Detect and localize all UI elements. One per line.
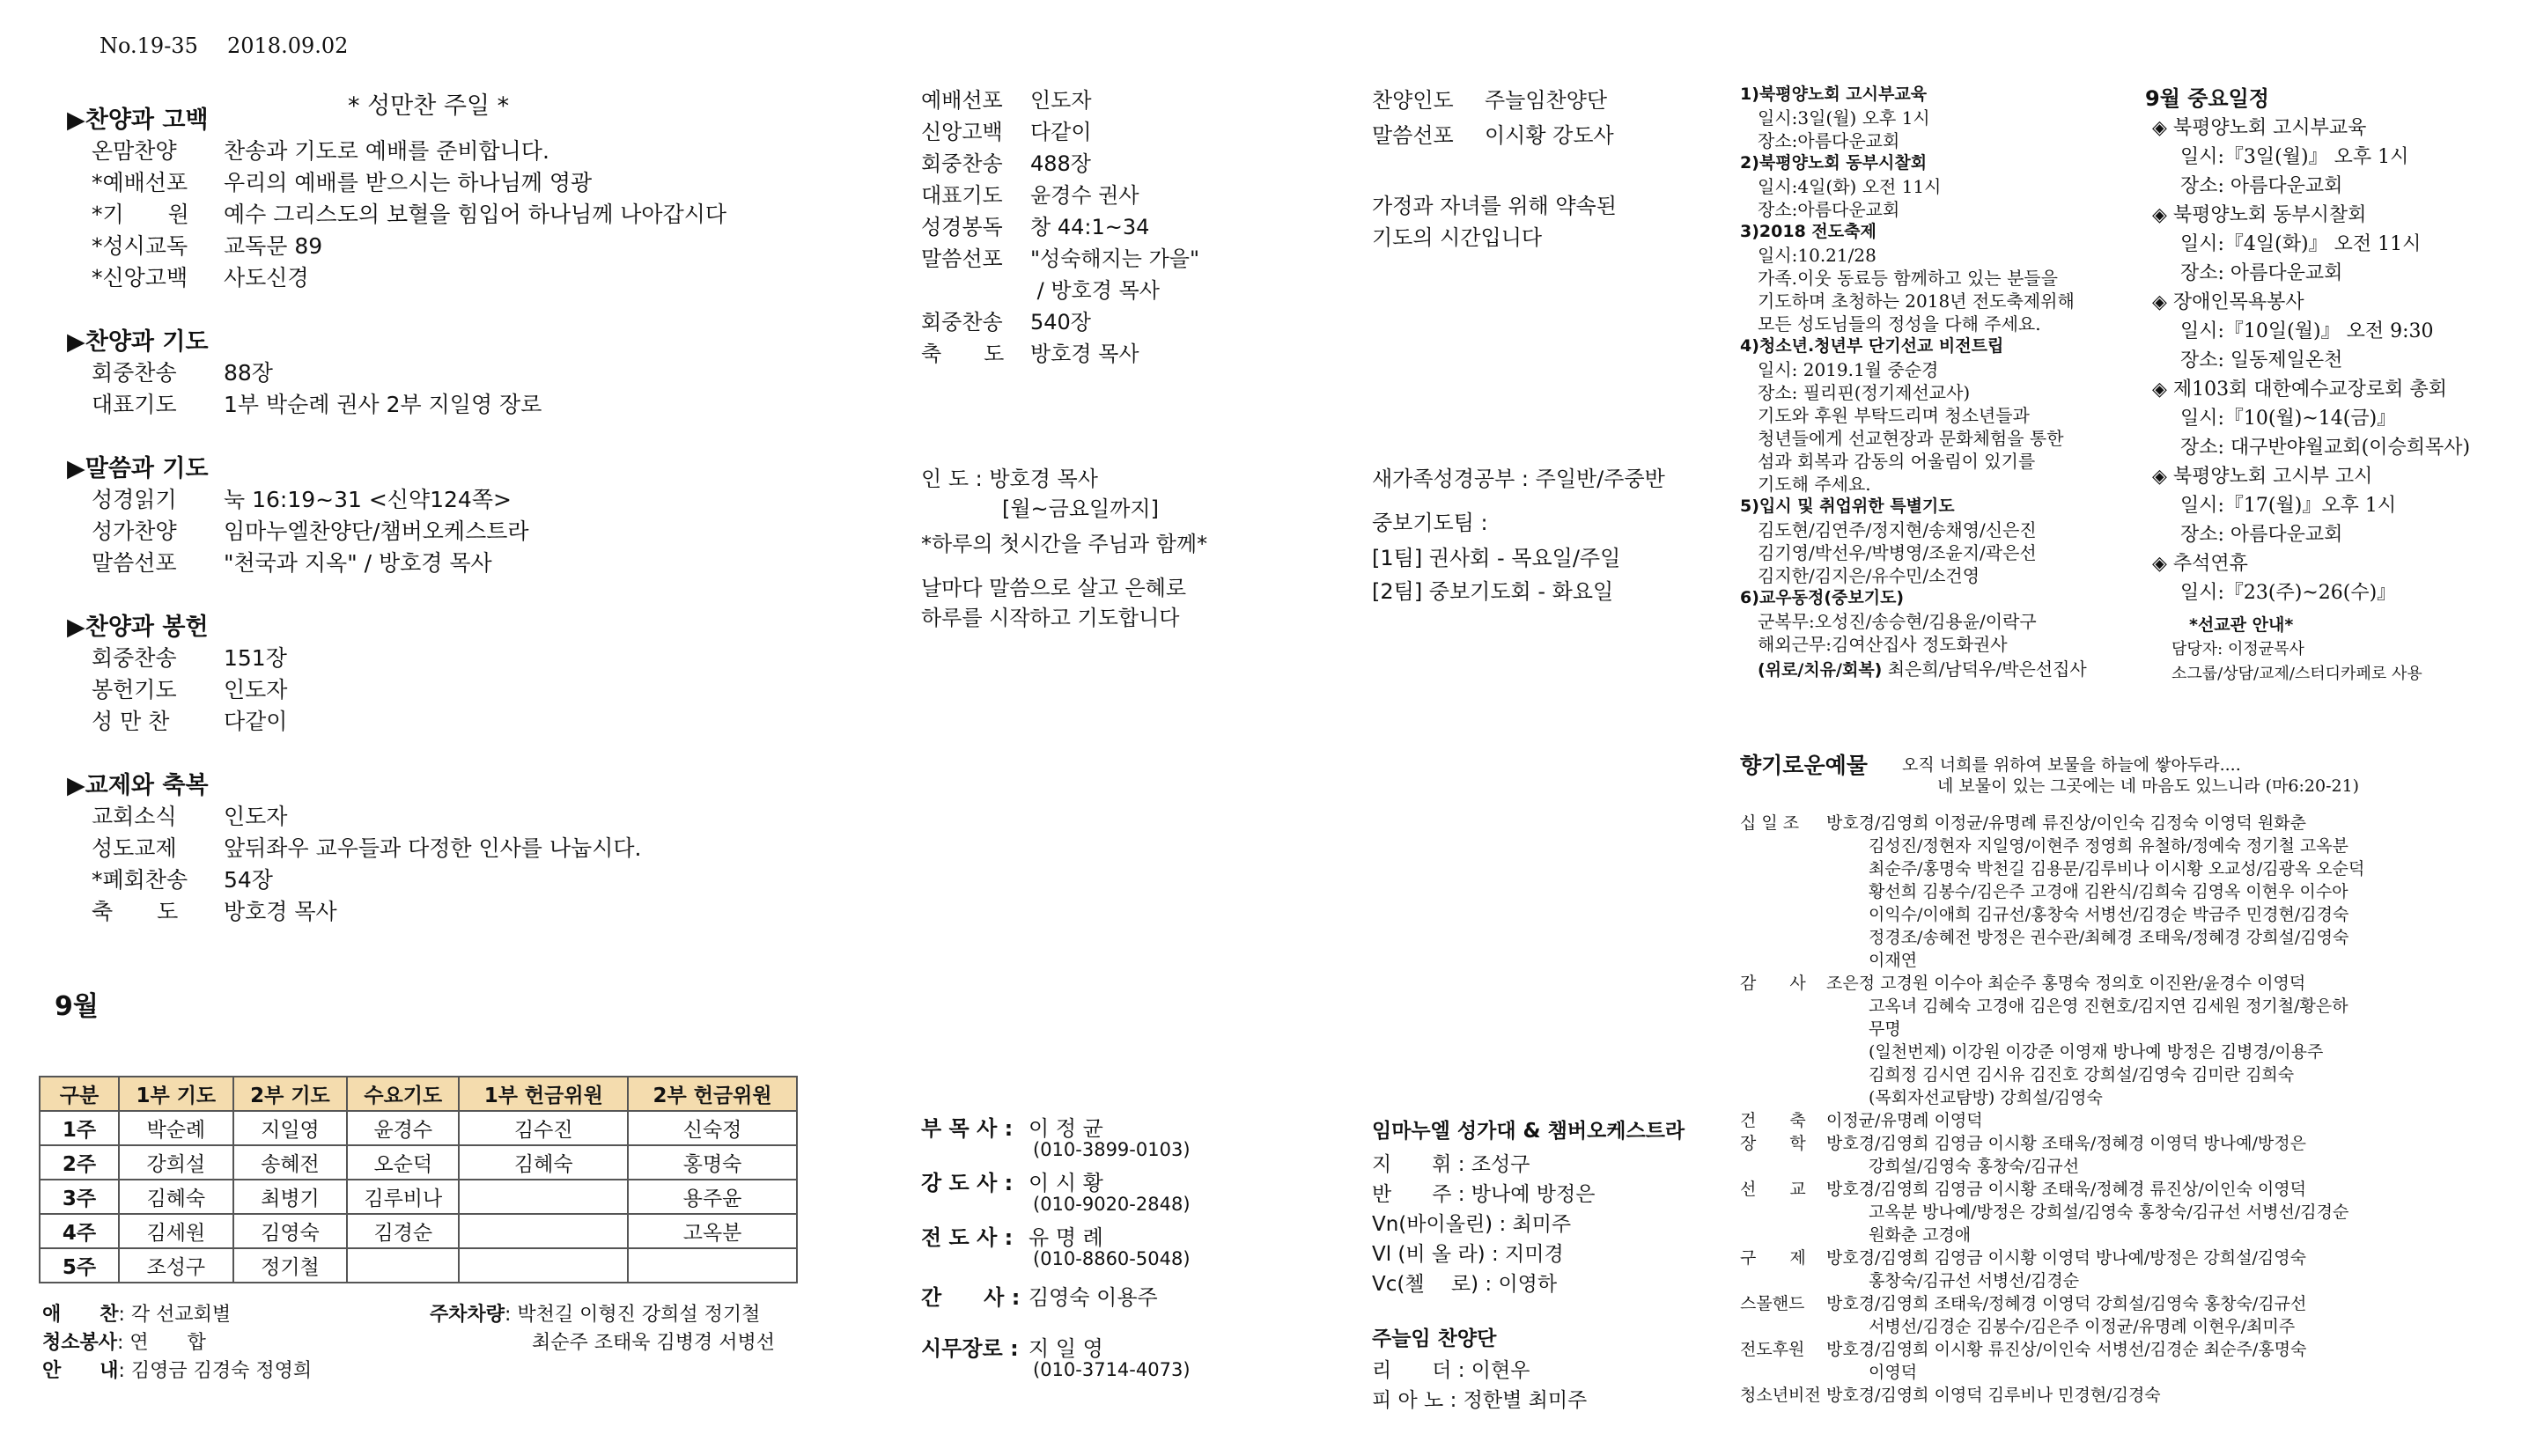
offering-names: 원화춘 고경애 [1869,1225,1972,1245]
offering-names: 김성진/정현자 지일영/이현주 정영희 유철하/정예숙 정기철 고옥분 [1869,836,2348,856]
guide-value: : 김영금 김경숙 정영희 [118,1360,313,1382]
news-prayer-names: 최은희/남덕우/박은선집사 [1882,658,2087,680]
offering-names: 최순주/홍명숙 박천길 김용문/김루비나 이시황 오교성/김광옥 오순덕 [1869,859,2365,879]
praise-sermon-label: 말씀선포 [1372,123,1454,148]
team-1: [1팀] 권사회 - 목요일/주일 [1372,546,1621,570]
dawn-prayer [921,461,1326,637]
news-line: 일시:3일(월) 오후 1시 [1758,107,1930,129]
schedule-detail: 일시:『23(주)~26(수)』 [2180,582,2397,604]
schedule-title: 9월 중요일정 [2145,86,2269,111]
table-cell: 박순례 [119,1111,233,1145]
news-line: 청년들에게 선교현장과 문화체험을 통한 [1758,428,2064,449]
news-line: 기도하며 초청하는 2018년 전도축제위해 [1758,290,2075,312]
schedule-detail: 장소: 아름다운교회 [2180,175,2343,197]
evening-item-value: / 방호경 목사 [1030,278,1160,303]
table-cell: 3주 [40,1180,119,1214]
duty-roster [42,1299,808,1396]
staff-member [921,1331,1103,1362]
schedule-event: ◈ 추석연휴 [2152,553,2248,575]
table-cell: 김수진 [459,1111,628,1145]
offering-title: 향기로운예물 [1740,753,1868,778]
monthly-roster-table [39,1076,798,1283]
table-cell: 지일영 [233,1111,348,1145]
worship-item-value: 교독문 89 [224,233,323,259]
table-cell [459,1180,628,1214]
table-cell: 송혜전 [233,1145,348,1180]
offering-names: 이익수/이애희 김규선/홍창숙 서병선/김경순 박금주 민경현/김경숙 [1869,905,2349,924]
praise-meeting [1372,83,1742,259]
worship-item-label: *신앙고백 [92,265,188,290]
table-cell: 김루비나 [347,1180,459,1214]
worship-item-value: 1부 박순례 권사 2부 지일영 장로 [224,392,542,417]
worship-item-label: 회중찬송 [92,360,177,386]
table-cell [628,1248,797,1283]
schedule-detail: 일시:『10(월)~14(금)』 [2180,408,2397,430]
offering-verse-2: 네 보물이 있는 그곳에는 네 마음도 있느니라 (마6:20-21) [1937,776,2360,796]
evening-item-label: 축 도 [921,342,1005,366]
evening-item-label: 말씀선포 [921,246,1003,271]
news-line: 김지한/김지은/유수민/소건영 [1758,565,1980,586]
offering-names: 서병선/김경순 김봉수/김은주 이정균/유명례 이현우/최미주 [1869,1317,2296,1336]
praise-team-title: 주늘임 찬양단 [1372,1327,1497,1350]
news-line: 가족.이웃 동료등 함께하고 있는 분들을 [1758,268,2058,289]
worship-item-value: 인도자 [224,677,288,702]
worship-item-value: 우리의 예배를 받으시는 하나님께 영광 [224,170,593,195]
offering-names: 홍창숙/김규선 서병선/김경순 [1869,1271,2080,1291]
worship-item-label: *기 원 [92,202,189,227]
flower-label: 애 찬 [42,1304,119,1326]
evening-item-label: 예배선포 [921,88,1003,113]
choir-member: 지 휘 : 조성구 [1372,1153,1530,1176]
table-header-cell: 1부 기도 [119,1077,233,1111]
offering-category: 십 일 조 [1740,813,1800,833]
news-heading: 6)교우동정(중보기도) [1740,588,1905,607]
schedule-event: ◈ 북평양노회 고시부교육 [2152,117,2367,139]
praise-team-member: 리 더 : 이현우 [1372,1359,1530,1382]
choir-info [1372,1114,1759,1414]
worship-item-label: 성도교제 [92,835,177,861]
worship-item-value: 눅 16:19~31 <신약124쪽> [224,487,512,512]
parking-value-2: 최순주 조태욱 김병경 서병선 [532,1332,776,1354]
evening-item-label: 성경봉독 [921,215,1003,239]
evening-item [921,178,1139,209]
page-title: * 성만찬 주일 * [348,92,510,120]
news-prayer-label: (위로/치유/회복) [1758,660,1883,680]
praise-leader: 주늘임찬양단 [1485,88,1608,113]
offering-category: 건 축 [1740,1111,1806,1130]
worship-item-value: "천국과 지옥" / 방호경 목사 [224,550,492,576]
offering-names: 이영덕 [1869,1363,1918,1382]
table-cell: 홍명숙 [628,1145,797,1180]
news-heading: 5)입시 및 취업위한 특별기도 [1740,496,1955,516]
staff-role: 전 도 사 : [921,1225,1014,1250]
staff-member [921,1220,1103,1251]
news-line: 일시: 2019.1월 중순경 [1758,359,1939,380]
offering-names: 방호경/김영희 김영금 이시황 이영덕 방나예/방정은 강희설/김영숙 [1826,1248,2306,1268]
intercession-team: 중보기도팀 : [1372,511,1488,535]
flower-value: : 각 선교회별 [118,1304,232,1326]
september-schedule [2145,81,2524,715]
praise-text-1: 가정과 자녀를 위해 약속된 [1372,194,1617,218]
table-cell: 김혜숙 [119,1180,233,1214]
evening-item-value: 방호경 목사 [1030,342,1139,366]
evening-item [921,305,1091,335]
worship-item-value: 사도신경 [224,265,309,290]
offering-names: 방호경/김영희 이정균/유명례 류진상/이인숙 김정숙 이영덕 원화춘 [1826,813,2306,833]
worship-item-label: 대표기도 [92,392,177,417]
table-header-cell: 수요기도 [347,1077,459,1111]
offering-names: 고옥분 방나예/방정은 강희설/김영숙 홍창숙/김규선 서병선/김경순 [1869,1202,2349,1222]
offering-names: 무명 [1869,1019,1901,1039]
staff-member [921,1111,1103,1142]
offering-names: 이정균/유명례 이영덕 [1826,1111,1983,1130]
worship-item-label: 봉헌기도 [92,677,177,702]
table-cell: 김경순 [347,1214,459,1248]
parking-label: 주차차량 [430,1304,505,1326]
worship-item-label: 성경읽기 [92,487,177,512]
offering-names: 방호경/김영희 김영금 이시황 조태욱/정혜경 류진상/이인숙 이영덕 [1826,1180,2306,1199]
offering-category: 청소년비전 [1740,1386,1821,1405]
dawn-slogan: *하루의 첫시간을 주님과 함께* [921,532,1208,556]
section-heading: ▶교제와 축복 [67,772,209,799]
table-cell: 최병기 [233,1180,348,1214]
news-line: 군복무:오성진/송승현/김용윤/이락구 [1758,611,2037,632]
schedule-detail: 일시:『3일(월)』 오후 1시 [2180,146,2409,168]
offering-names: 고옥녀 김혜숙 고경애 김은영 진현호/김지연 김세원 정기철/황은하 [1869,996,2348,1016]
news-line: 모든 성도님들의 정성을 다해 주세요. [1758,313,2041,335]
news-line: 김기영/박선우/박병영/조윤지/곽은선 [1758,542,2037,563]
table-header-cell: 2부 기도 [233,1077,348,1111]
offering-names: 강희설/김영숙 홍창숙/김규선 [1869,1157,2080,1176]
worship-item-value: 151장 [224,645,287,671]
staff-name: 유 명 례 [1029,1225,1103,1250]
schedule-detail: 장소: 대구반야월교회(이승희목사) [2180,437,2471,459]
evening-item-label: 회중찬송 [921,310,1003,335]
table-cell: 1주 [40,1111,119,1145]
table-row [40,1145,797,1180]
offering-category: 구 제 [1740,1248,1806,1268]
evening-item [921,210,1149,240]
news-line: 해외근무:김여산집사 정도화권사 [1758,634,2008,655]
mission-house-usage: 소그룹/상담/교제/스터디카페로 사용 [2171,665,2422,683]
news-line: 일시:4일(화) 오전 11시 [1758,176,1942,197]
schedule-event: ◈ 북평양노회 동부시찰회 [2152,204,2367,226]
dawn-text-2: 하루를 시작하고 기도합니다 [921,606,1180,630]
offering-names: 방호경/김영희 조태욱/정혜경 이영덕 강희설/김영숙 홍창숙/김규선 [1826,1294,2307,1313]
schedule-detail: 일시:『4일(화)』 오전 11시 [2180,233,2422,255]
table-header-cell: 2부 헌금위원 [628,1077,797,1111]
staff-member [921,1280,1158,1311]
offering-names: 조은정 고경원 이수아 최순주 홍명숙 정의호 이진완/윤경수 이영덕 [1826,974,2306,993]
staff-phone: (010-8860-5048) [1033,1248,1191,1269]
news-line: 김도현/김연주/정지현/송채영/신은진 [1758,519,2037,540]
table-cell [347,1248,459,1283]
worship-item-label: 말씀선포 [92,550,177,576]
worship-item-value: 88장 [224,360,273,386]
table-cell [459,1214,628,1248]
worship-item-label: *폐회찬송 [92,867,188,893]
news-line: 섬과 회복과 감동의 어울림이 있기를 [1758,451,2036,472]
praise-text-2: 기도의 시간입니다 [1372,225,1543,250]
praise-team-member: 피 아 노 : 정한별 최미주 [1372,1389,1588,1412]
staff-role: 간 사 : [921,1285,1021,1310]
choir-member: 반 주 : 방나예 방정은 [1372,1183,1596,1206]
schedule-detail: 장소: 일동제일온천 [2180,349,2343,371]
news-heading: 4)청소년.청년부 단기선교 비전트립 [1740,336,2004,356]
staff-phone: (010-9020-2848) [1033,1194,1191,1215]
table-cell: 신숙정 [628,1111,797,1145]
news-prayer-line [1758,655,2087,680]
offering-category: 전도후원 [1740,1340,1805,1359]
worship-item-value: 앞뒤좌우 교우들과 다정한 인사를 나눕시다. [224,835,642,861]
staff-role: 부 목 사 : [921,1116,1014,1141]
bulletin-date: 2018.09.02 [227,33,349,58]
table-header-cell: 1부 헌금위원 [459,1077,628,1111]
offering-verse-1: 오직 너희를 위하여 보물을 하늘에 쌓아두라.... [1902,755,2241,775]
section-heading: ▶찬양과 봉헌 [67,614,209,641]
evening-item [921,114,1092,145]
section-heading: ▶찬양과 기도 [67,328,209,356]
cleaning-value: : 연 합 [117,1332,206,1354]
table-cell: 2주 [40,1145,119,1180]
worship-item-label: 성가찬양 [92,518,177,544]
table-cell: 김세원 [119,1214,233,1248]
schedule-detail: 장소: 아름다운교회 [2180,524,2343,546]
month-title: 9월 [55,991,99,1022]
news-line: 장소:아름다운교회 [1758,130,1900,151]
staff-role: 강 도 사 : [921,1171,1014,1195]
offering-names: 이재연 [1869,951,1918,970]
worship-item-label: 회중찬송 [92,645,177,671]
church-news [1740,81,2127,732]
table-cell: 조성구 [119,1248,233,1283]
worship-item-label: 축 도 [92,899,179,924]
schedule-event: ◈ 장애인목욕봉사 [2152,291,2304,313]
worship-item-value: 54장 [224,867,273,893]
offering-names: (목회자선교탐방) 강희설/김영숙 [1869,1088,2103,1107]
section-heading: ▶말씀과 기도 [67,455,209,482]
offering-names: 방호경/김영희 김영금 이시황 조태욱/정혜경 이영덕 방나예/방정은 [1826,1134,2306,1153]
worship-order [67,100,859,945]
table-cell: 김혜숙 [459,1145,628,1180]
table-cell: 5주 [40,1248,119,1283]
choir-member: Vc(첼 로) : 이영하 [1372,1273,1558,1296]
family-bible-study: 새가족성경공부 : 주일반/주중반 [1372,467,1665,491]
worship-item-value: 다같이 [224,709,288,734]
news-line: 일시:10.21/28 [1758,245,1876,266]
news-heading: 1)북평양노회 고시부교육 [1740,85,1928,104]
family-study [1372,461,1742,620]
cleaning-label: 청소봉사 [42,1332,118,1354]
offering-category: 장 학 [1740,1134,1806,1153]
table-row [40,1111,797,1145]
table-cell: 윤경수 [347,1111,459,1145]
table-header-cell: 구분 [40,1077,119,1111]
table-cell: 김영숙 [233,1214,348,1248]
dawn-period: [월~금요일까지] [1002,496,1159,521]
offering-names: 정경조/송혜전 방정은 권수관/최혜경 조태욱/정혜경 강희설/김영숙 [1869,928,2349,947]
worship-item-label: 성 만 찬 [92,709,170,734]
staff-name: 이 시 황 [1029,1171,1103,1195]
worship-item-value: 찬송과 기도로 예배를 준비합니다. [224,138,549,164]
table-cell: 4주 [40,1214,119,1248]
table-cell [459,1248,628,1283]
schedule-detail: 일시:『17(월)』오후 1시 [2180,495,2397,517]
section-heading: ▶찬양과 고백 [67,107,209,134]
team-2: [2팀] 중보기도회 - 화요일 [1372,579,1614,604]
table-cell: 오순덕 [347,1145,459,1180]
worship-item-value: 예수 그리스도의 보혈을 힘입어 하나님께 나아갑시다 [224,202,727,227]
choir-title: 임마누엘 성가대 & 챔버오케스트라 [1372,1120,1685,1143]
evening-item [921,146,1091,177]
schedule-event: ◈ 북평양노회 고시부 고시 [2152,466,2373,488]
evening-item-value: "성숙해지는 가을" [1030,246,1199,271]
table-cell: 고옥분 [628,1214,797,1248]
staff-phone: (010-3899-0103) [1033,1139,1191,1160]
news-line: 기도해 주세요. [1758,474,1871,495]
evening-item [921,83,1092,114]
worship-item-value: 임마누엘찬양단/챔버오케스트라 [224,518,529,544]
worship-item-label: *예배선포 [92,170,188,195]
staff-name: 지 일 영 [1029,1336,1103,1361]
choir-member: Vl (비 올 라) : 지미경 [1372,1243,1564,1266]
table-header-row [40,1077,797,1111]
evening-item-value: 540장 [1030,310,1091,335]
worship-item-value: 방호경 목사 [224,899,337,924]
table-cell: 용주윤 [628,1180,797,1214]
worship-item-label: 온맘찬양 [92,138,177,164]
offering-category: 감 사 [1740,974,1806,993]
staff-role: 시무장로 : [921,1336,1019,1361]
staff-phone: (010-3714-4073) [1033,1359,1191,1380]
staff-name: 이 정 균 [1029,1116,1103,1141]
evening-worship [921,83,1326,382]
table-row [40,1214,797,1248]
worship-item-value: 인도자 [224,804,288,829]
news-heading: 3)2018 전도축제 [1740,222,1876,241]
schedule-event: ◈ 제103회 대한예수교장로회 총회 [2152,379,2447,401]
table-row [40,1248,797,1283]
offering-category: 스몰핸드 [1740,1294,1805,1313]
evening-item-value: 창 44:1~34 [1030,215,1150,239]
worship-item-label: *성시교독 [92,233,188,259]
dawn-leader: 인 도 : 방호경 목사 [921,467,1098,491]
offering-names: 방호경/김영희 이시황 류진상/이인숙 서병선/김경순 최순주/홍명숙 [1826,1340,2307,1359]
staff-list [921,1111,1344,1410]
praise-sermon: 이시황 강도사 [1485,123,1614,148]
offering-category: 선 교 [1740,1180,1806,1199]
news-heading: 2)북평양노회 동부시찰회 [1740,153,1928,173]
news-line: 장소: 필리핀(정기제선교사) [1758,382,1971,403]
staff-member [921,1166,1103,1196]
dawn-text-1: 날마다 말씀으로 살고 은혜로 [921,576,1187,600]
offering-names: 방호경/김영희 이영덕 김루비나 민경현/김경숙 [1826,1386,2161,1405]
worship-item-label: 교회소식 [92,804,177,829]
table-cell: 정기철 [233,1248,348,1283]
offering-list [1740,810,2524,1444]
table-cell: 강희설 [119,1145,233,1180]
evening-item-value: 488장 [1030,151,1091,176]
praise-leader-label: 찬양인도 [1372,88,1454,113]
staff-name: 김영숙 이용주 [1029,1285,1158,1310]
guide-label: 안 내 [42,1360,119,1382]
evening-item-label: 신앙고백 [921,120,1003,144]
evening-item [921,273,1160,304]
parking-value: : 박천길 이형진 강희설 정기철 [505,1304,761,1326]
offering-names: 김희정 김시연 김시유 김진호 강희설/김영숙 김미란 김희숙 [1869,1065,2295,1085]
mission-house-manager: 담당자: 이정균목사 [2171,640,2304,658]
schedule-detail: 일시:『10일(월)』 오전 9:30 [2180,320,2434,342]
evening-item-label: 대표기도 [921,183,1003,208]
offering-names: (일천번제) 이강원 이강준 이영재 방나예 방정은 김병경/이용주 [1869,1042,2324,1062]
evening-item-value: 윤경수 권사 [1030,183,1139,208]
bulletin-number: No.19-35 [100,33,198,58]
news-line: 장소:아름다운교회 [1758,199,1900,220]
evening-item [921,241,1199,272]
evening-item-value: 인도자 [1030,88,1092,113]
news-line: 기도와 후원 부탁드리며 청소년들과 [1758,405,2030,426]
schedule-detail: 장소: 아름다운교회 [2180,262,2343,284]
evening-item-label: 회중찬송 [921,151,1003,176]
offering-names: 황선희 김봉수/김은주 고경애 김완식/김희숙 김영옥 이현우 이수아 [1869,882,2348,901]
mission-house-title: *선교관 안내* [2189,615,2294,635]
table-row [40,1180,797,1214]
evening-item [921,336,1139,367]
evening-item-value: 다같이 [1030,120,1092,144]
choir-member: Vn(바이올린) : 최미주 [1372,1213,1572,1236]
